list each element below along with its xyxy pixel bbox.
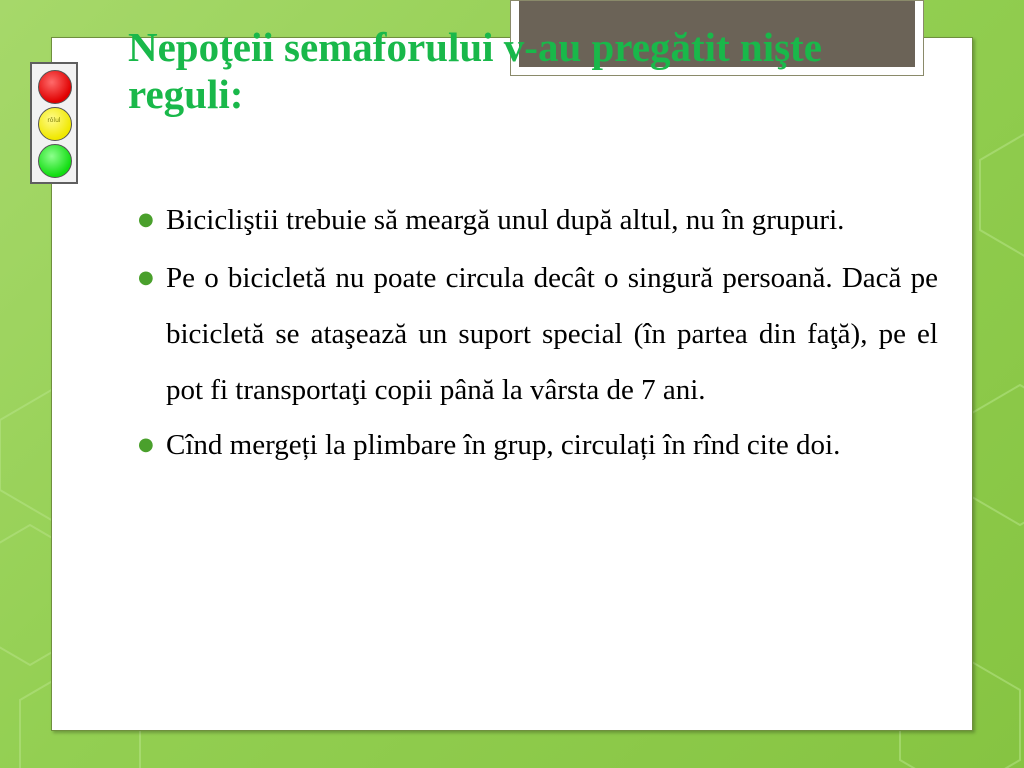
traffic-light-caption: rôlul bbox=[47, 117, 61, 124]
slide-title: Nepoţeii semaforului v-au pregătit nişte reguli: bbox=[128, 24, 822, 117]
bullet-icon: ● bbox=[138, 209, 154, 230]
yellow-light-icon bbox=[38, 107, 72, 141]
list-item bbox=[130, 192, 938, 248]
list-item bbox=[130, 422, 938, 468]
bullet-text: Cînd mergeți la plimbare în grup, circulați în rînd cite doi. bbox=[166, 429, 841, 461]
bullet-list bbox=[130, 192, 938, 468]
bullet-icon: ● bbox=[138, 267, 154, 288]
bullet-icon: ● bbox=[138, 434, 154, 455]
bullet-text: Pe o bicicletă nu poate circula decât o singură persoană. Dacă pe bicicletă se ataşează un suport special (în partea din faţă), pe el pot fi transportaţi copii până la vârsta de 7 ani. bbox=[166, 262, 938, 406]
traffic-light-icon bbox=[30, 62, 78, 184]
red-light-icon bbox=[38, 70, 72, 104]
bullet-text: Bicicliştii trebuie să meargă unul după altul, nu în grupuri. bbox=[166, 204, 845, 236]
green-light-icon bbox=[38, 144, 72, 178]
list-item bbox=[130, 250, 938, 418]
